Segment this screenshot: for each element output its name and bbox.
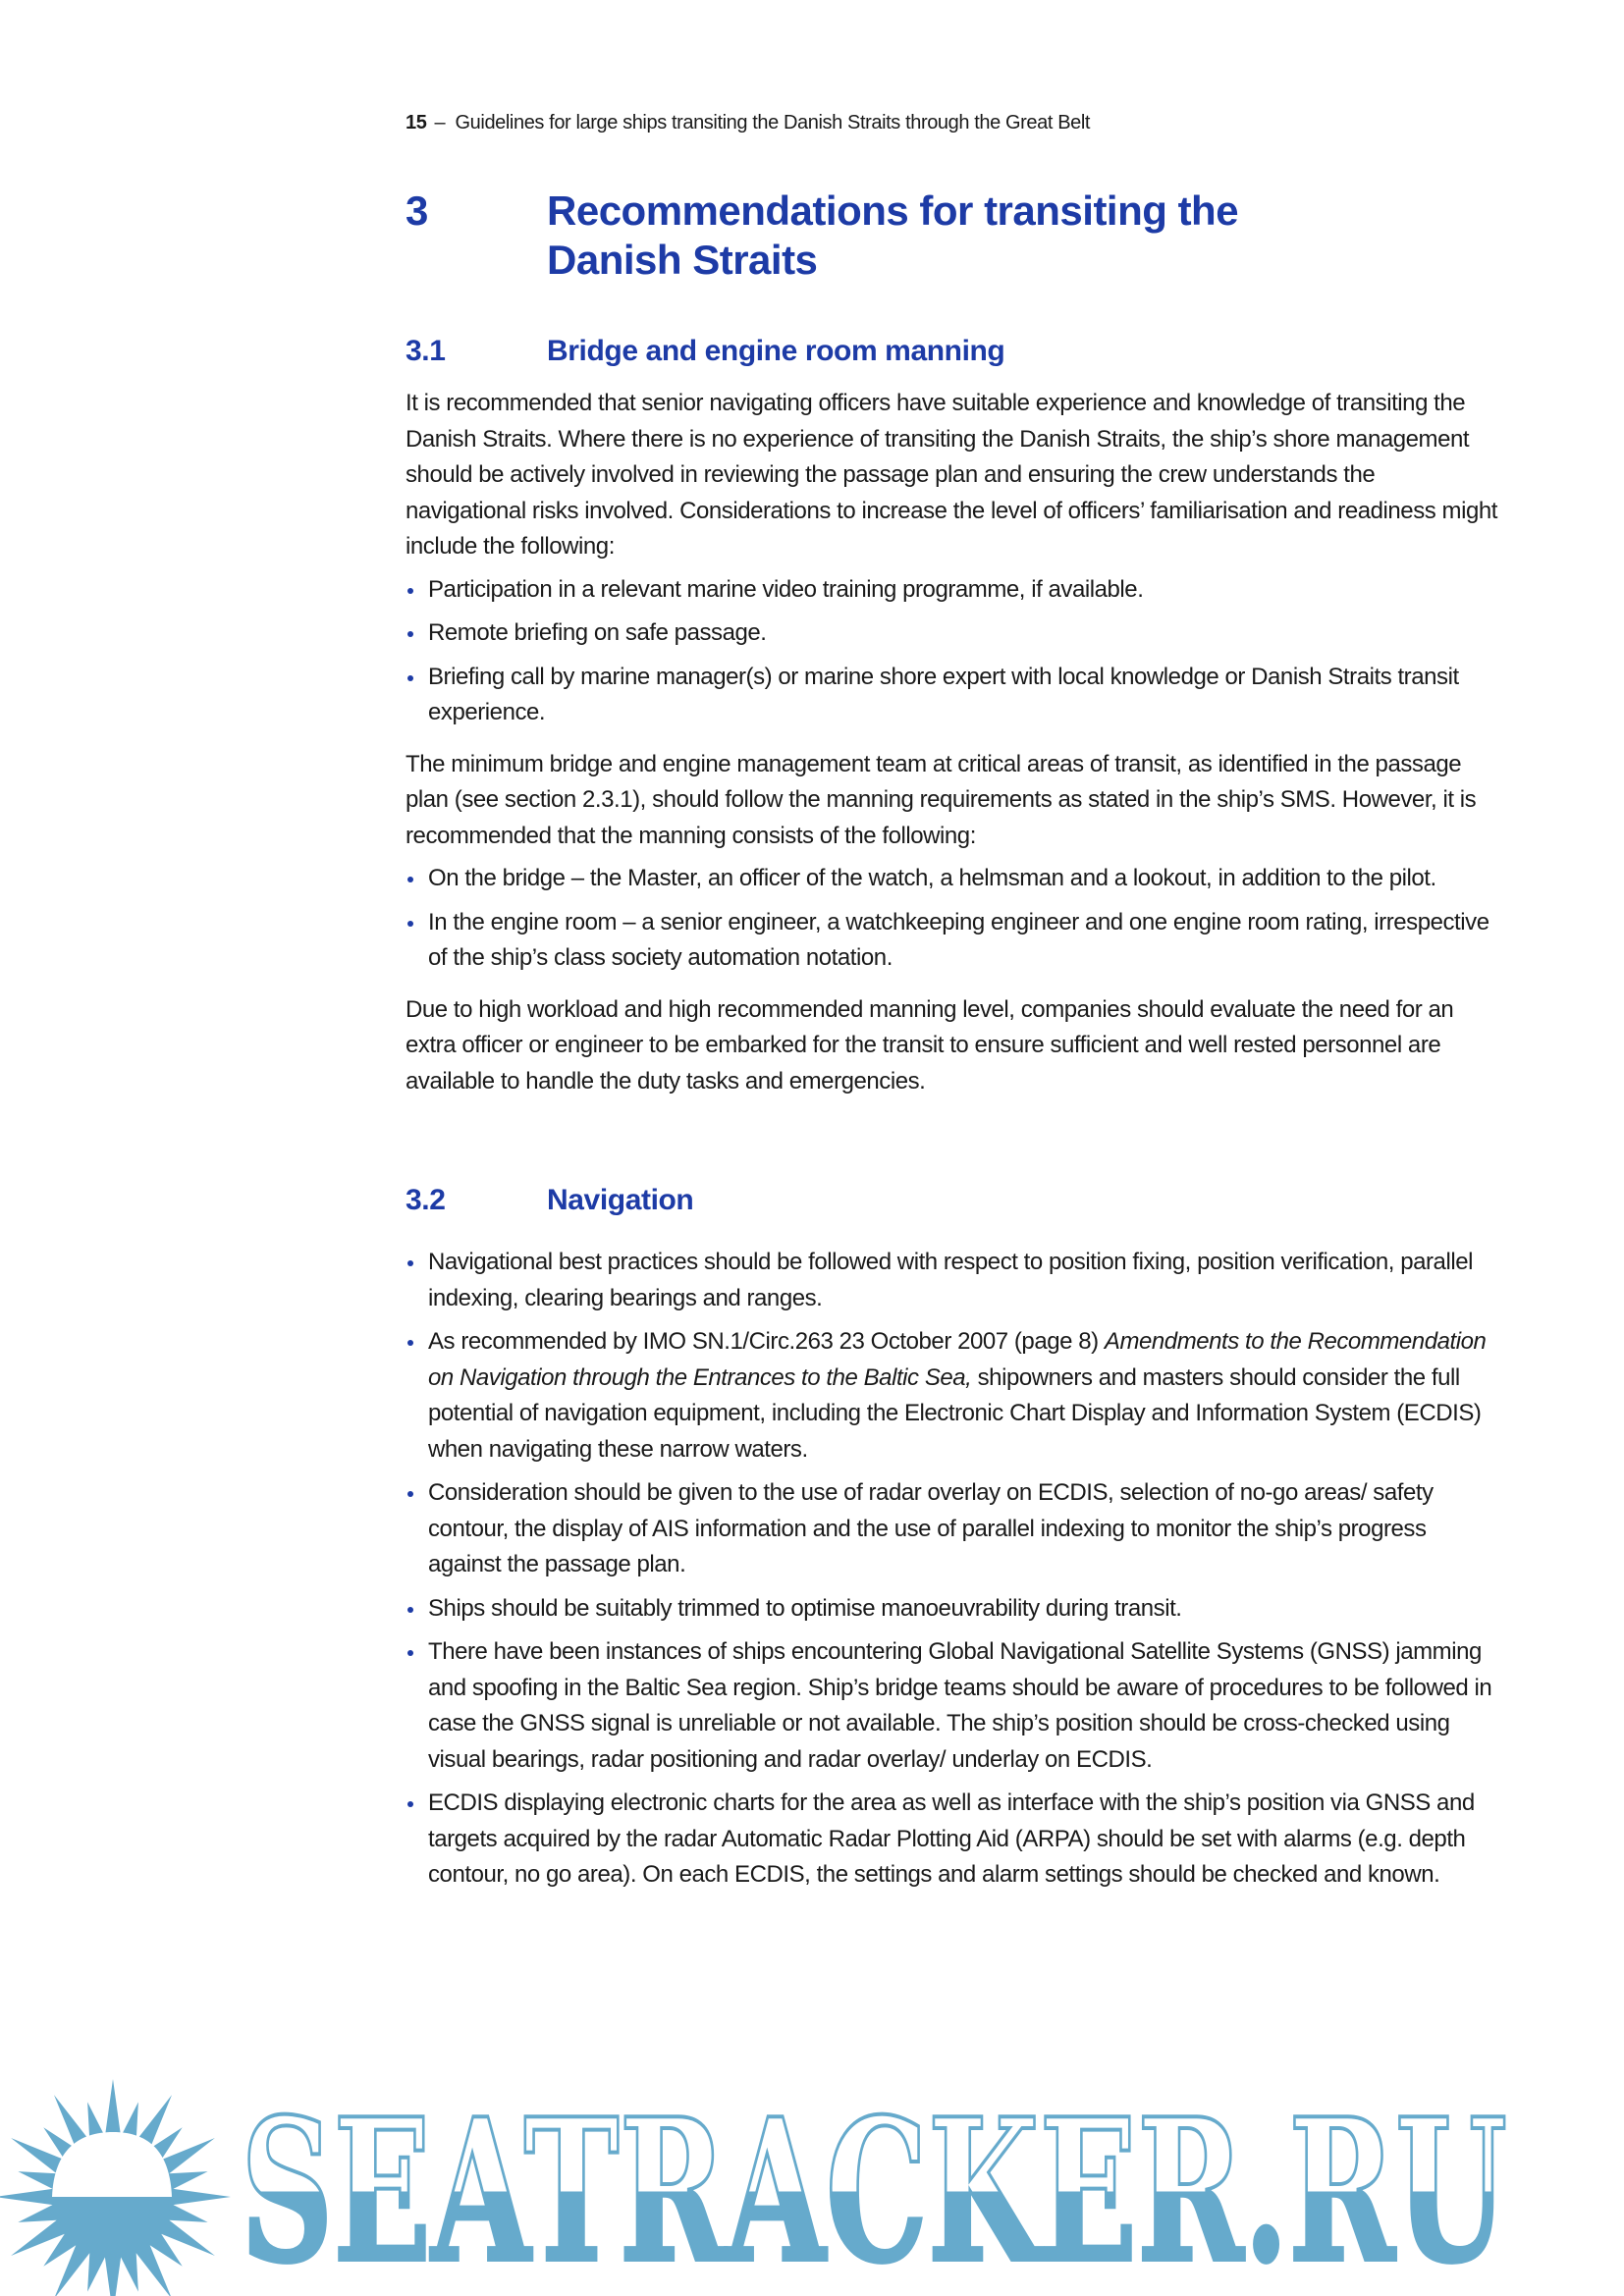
section-heading-3-2 (406, 1183, 1387, 1218)
list-item: Navigational best practices should be followed with respect to position fixing, position verification, parallel indexing, clearing bearings and ranges. (406, 1245, 1500, 1316)
bullet-list (406, 1245, 1500, 1894)
list-item (406, 1324, 1500, 1468)
header-title: Guidelines for large ships transiting the Danish Straits through the Great Belt (455, 112, 1091, 133)
text: shipowners and masters should consider the full potential of navigation equipment, including the Electronic Chart Display and Information System (ECDIS) when navigating these narrow waters. (428, 1363, 1482, 1463)
list-item: Consideration should be given to the use of radar overlay on ECDIS, selection of no-go areas/ safety contour, the display of AIS information and the use of parallel indexing to monitor the ship’s progress against the passage plan. (406, 1475, 1500, 1583)
text: As recommended by IMO SN.1/Circ.263 23 October 2007 (page 8) (428, 1328, 1105, 1355)
header-separator: – (434, 112, 446, 133)
page-number: 15 (406, 112, 427, 133)
paragraph: The minimum bridge and engine management team at critical areas of transit, as identified in the passage plan (see section 2.3.1), should follow the manning requirements as stated in the ship’s SMS. However, it is recommended that the manning consists of the following: (406, 750, 1477, 849)
section-title: Navigation (547, 1184, 694, 1216)
chapter-number: 3 (406, 187, 428, 234)
list-item: ECDIS displaying electronic charts for the area as well as interface with the ship’s position via GNSS and targets acquired by the radar Automatic Radar Plotting Aid (ARPA) should be set with alarms (e.g. depth contour, no go area). On each ECDIS, the settings and alarm settings should be checked and known. (406, 1786, 1500, 1894)
chapter-title-line2: Danish Straits (547, 237, 818, 283)
bullet-list (406, 861, 1500, 977)
list-item: Remote briefing on safe passage. (406, 615, 1500, 652)
sun-icon (0, 2079, 231, 2296)
list-item: On the bridge – the Master, an officer of the watch, a helmsman and a lookout, in addition to the pilot. (406, 861, 1500, 897)
list-item: Briefing call by marine manager(s) or marine shore expert with local knowledge or Danish Straits transit experience. (406, 660, 1500, 731)
section-number: 3.1 (406, 335, 446, 367)
paragraph: It is recommended that senior navigating officers have suitable experience and knowledge of transiting the Danish Straits. Where there is no experience of transiting the Danish Straits, the ship’s shore management should be actively involved in reviewing the passage plan and ensuring the crew understands the navigational risks involved. Considerations to increase the level of officers’ familiarisation and readiness might include the following: (406, 390, 1497, 560)
list-item: Ships should be suitably trimmed to optimise manoeuvrability during transit. (406, 1591, 1500, 1628)
list-item: There have been instances of ships encountering Global Navigational Satellite Systems (GNSS) jamming and spoofing in the Baltic Sea region. Ship’s bridge teams should be aware of procedures to be followed in case the GNSS signal is unreliable or not available. The ship’s position should be cross-checked using visual bearings, radar positioning and radar overlay/ underlay on ECDIS. (406, 1634, 1500, 1778)
list-item: In the engine room – a senior engineer, a watchkeeping engineer and one engine room rating, irrespective of the ship’s class society automation notation. (406, 905, 1500, 977)
watermark-text: SEATRACKER.RU (241, 2076, 1507, 2296)
section-3-2-body (406, 1245, 1500, 1909)
chapter-title-line1: Recommendations for transiting the (547, 187, 1239, 234)
document-title-italic: Amendments to the Recommendation on Navigation through the Entrances to the Baltic Sea, (428, 1328, 1487, 1391)
running-header (406, 112, 1090, 134)
section-number: 3.2 (406, 1184, 446, 1216)
paragraph: Due to high workload and high recommended manning level, companies should evaluate the need for an extra officer or engineer to be embarked for the transit to ensure sufficient and well rested personnel are available to handle the duty tasks and emergencies. (406, 995, 1454, 1095)
watermark-logo (0, 2061, 1624, 2296)
section-title: Bridge and engine room manning (547, 335, 1005, 367)
list-item: Participation in a relevant marine video training programme, if available. (406, 572, 1500, 609)
section-heading-3-1 (406, 334, 1387, 369)
section-3-1-body (406, 386, 1500, 1115)
bullet-list (406, 572, 1500, 731)
